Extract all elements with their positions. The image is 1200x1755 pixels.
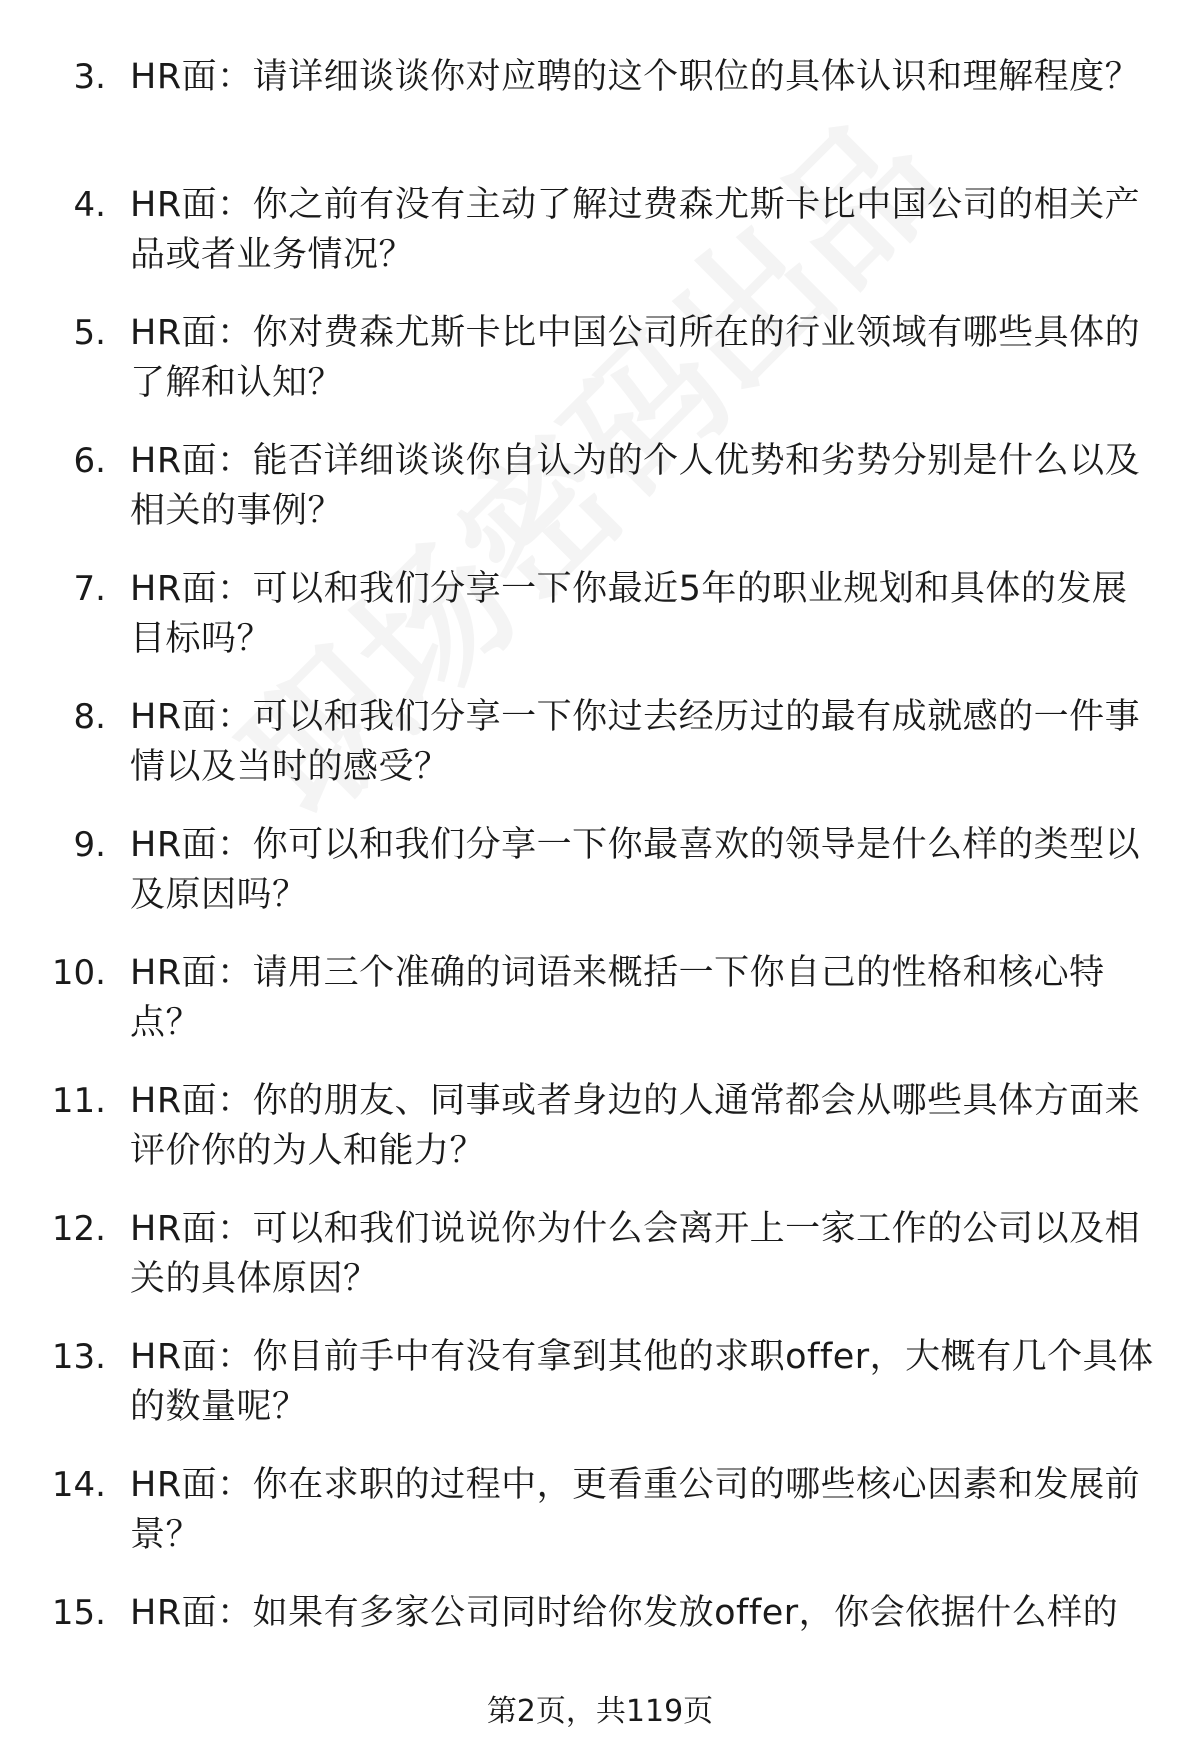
question-number: 8. xyxy=(73,697,106,737)
question-item xyxy=(0,564,1200,692)
question-number: 4. xyxy=(73,185,106,225)
question-text: HR面：你之前有没有主动了解过费森尤斯卡比中国公司的相关产品或者业务情况？ xyxy=(130,185,1141,275)
question-item xyxy=(0,692,1200,820)
question-item xyxy=(0,436,1200,564)
question-item xyxy=(0,52,1200,180)
question-item xyxy=(0,180,1200,308)
page-number-footer: 第2页，共119页 xyxy=(486,1694,714,1729)
question-text: HR面：你对费森尤斯卡比中国公司所在的行业领域有哪些具体的了解和认知？ xyxy=(130,313,1141,403)
question-text: HR面：能否详细谈谈你自认为的个人优势和劣势分别是什么以及相关的事例？ xyxy=(130,441,1141,531)
question-number: 11. xyxy=(51,1081,106,1121)
question-item xyxy=(0,1204,1200,1332)
question-text: HR面：请详细谈谈你对应聘的这个职位的具体认识和理解程度？ xyxy=(130,57,1141,97)
question-text: HR面：请用三个准确的词语来概括一下你自己的性格和核心特点？ xyxy=(130,953,1105,1043)
question-text: HR面：可以和我们分享一下你过去经历过的最有成就感的一件事情以及当时的感受？ xyxy=(130,697,1141,787)
question-item xyxy=(0,820,1200,948)
question-text: HR面：你目前手中有没有拿到其他的求职offer，大概有几个具体的数量呢？ xyxy=(130,1337,1154,1427)
question-text: HR面：你可以和我们分享一下你最喜欢的领导是什么样的类型以及原因吗？ xyxy=(130,825,1141,915)
question-number: 6. xyxy=(73,441,106,481)
question-text: HR面：你在求职的过程中，更看重公司的哪些核心因素和发展前景？ xyxy=(130,1465,1141,1555)
question-number: 10. xyxy=(51,953,106,993)
question-item xyxy=(0,1332,1200,1460)
question-number: 5. xyxy=(73,313,106,353)
question-item xyxy=(0,1460,1200,1588)
question-text: HR面：如果有多家公司同时给你发放offer，你会依据什么样的 xyxy=(130,1593,1119,1633)
question-number: 13. xyxy=(51,1337,106,1377)
question-item xyxy=(0,948,1200,1076)
question-text: HR面：你的朋友、同事或者身边的人通常都会从哪些具体方面来评价你的为人和能力？ xyxy=(130,1081,1141,1171)
question-number: 14. xyxy=(51,1465,106,1505)
question-list xyxy=(0,52,1200,1716)
question-number: 7. xyxy=(73,569,106,609)
question-item xyxy=(0,308,1200,436)
question-number: 9. xyxy=(73,825,106,865)
question-number: 3. xyxy=(73,57,106,97)
question-text: HR面：可以和我们说说你为什么会离开上一家工作的公司以及相关的具体原因？ xyxy=(130,1209,1141,1299)
question-number: 15. xyxy=(51,1593,106,1633)
question-number: 12. xyxy=(51,1209,106,1249)
question-item xyxy=(0,1076,1200,1204)
question-text: HR面：可以和我们分享一下你最近5年的职业规划和具体的发展目标吗？ xyxy=(130,569,1128,659)
